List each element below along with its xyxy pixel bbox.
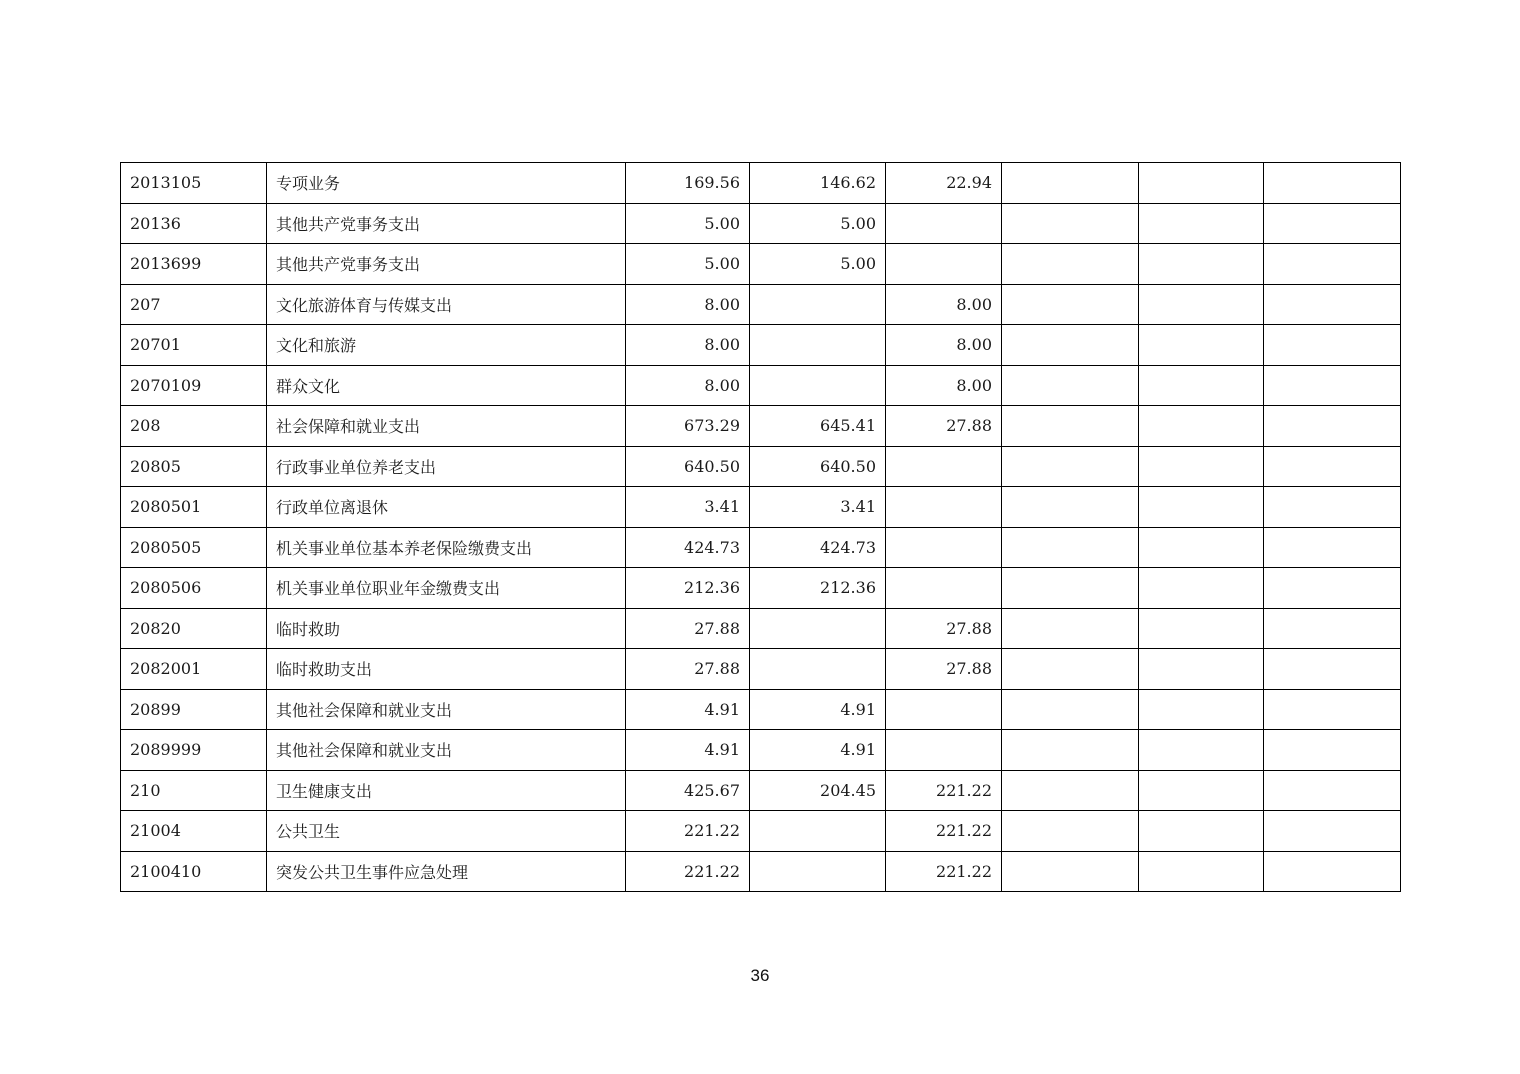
column-8-cell <box>1264 487 1401 528</box>
project-expenditure-cell <box>886 203 1002 244</box>
column-6-cell <box>1002 608 1139 649</box>
basic-expenditure-cell: 4.91 <box>750 689 886 730</box>
project-expenditure-cell <box>886 487 1002 528</box>
basic-expenditure-cell <box>750 811 886 852</box>
column-7-cell <box>1139 730 1264 771</box>
column-7-cell <box>1139 770 1264 811</box>
subject-code-cell: 2100410 <box>121 851 267 892</box>
table-row <box>121 406 1401 447</box>
total-cell: 212.36 <box>626 568 750 609</box>
total-cell: 221.22 <box>626 851 750 892</box>
basic-expenditure-cell <box>750 284 886 325</box>
column-8-cell <box>1264 365 1401 406</box>
subject-name-cell: 卫生健康支出 <box>267 770 626 811</box>
subject-name-cell: 社会保障和就业支出 <box>267 406 626 447</box>
column-8-cell <box>1264 851 1401 892</box>
column-6-cell <box>1002 770 1139 811</box>
subject-name-cell: 其他社会保障和就业支出 <box>267 730 626 771</box>
column-6-cell <box>1002 244 1139 285</box>
total-cell: 27.88 <box>626 608 750 649</box>
project-expenditure-cell <box>886 730 1002 771</box>
subject-code-cell: 20136 <box>121 203 267 244</box>
basic-expenditure-cell <box>750 608 886 649</box>
column-7-cell <box>1139 365 1264 406</box>
subject-code-cell: 210 <box>121 770 267 811</box>
subject-code-cell: 20899 <box>121 689 267 730</box>
subject-code-cell: 2070109 <box>121 365 267 406</box>
subject-name-cell: 群众文化 <box>267 365 626 406</box>
column-8-cell <box>1264 325 1401 366</box>
subject-code-cell: 21004 <box>121 811 267 852</box>
basic-expenditure-cell <box>750 649 886 690</box>
column-7-cell <box>1139 244 1264 285</box>
total-cell: 425.67 <box>626 770 750 811</box>
column-6-cell <box>1002 811 1139 852</box>
column-8-cell <box>1264 163 1401 204</box>
subject-code-cell: 2080506 <box>121 568 267 609</box>
column-6-cell <box>1002 527 1139 568</box>
project-expenditure-cell: 27.88 <box>886 649 1002 690</box>
page-number: 36 <box>750 966 770 985</box>
total-cell: 8.00 <box>626 284 750 325</box>
column-6-cell <box>1002 284 1139 325</box>
column-7-cell <box>1139 446 1264 487</box>
total-cell: 169.56 <box>626 163 750 204</box>
subject-name-cell: 临时救助 <box>267 608 626 649</box>
subject-code-cell: 2080505 <box>121 527 267 568</box>
column-7-cell <box>1139 284 1264 325</box>
column-6-cell <box>1002 406 1139 447</box>
subject-name-cell: 行政事业单位养老支出 <box>267 446 626 487</box>
subject-name-cell: 临时救助支出 <box>267 649 626 690</box>
table-row <box>121 365 1401 406</box>
basic-expenditure-cell <box>750 325 886 366</box>
column-7-cell <box>1139 689 1264 730</box>
subject-code-cell: 2013699 <box>121 244 267 285</box>
subject-name-cell: 机关事业单位职业年金缴费支出 <box>267 568 626 609</box>
total-cell: 4.91 <box>626 689 750 730</box>
column-8-cell <box>1264 811 1401 852</box>
column-8-cell <box>1264 689 1401 730</box>
subject-code-cell: 208 <box>121 406 267 447</box>
table-row <box>121 770 1401 811</box>
subject-name-cell: 文化和旅游 <box>267 325 626 366</box>
column-8-cell <box>1264 730 1401 771</box>
subject-name-cell: 突发公共卫生事件应急处理 <box>267 851 626 892</box>
column-6-cell <box>1002 446 1139 487</box>
table-row <box>121 325 1401 366</box>
total-cell: 27.88 <box>626 649 750 690</box>
table-row <box>121 568 1401 609</box>
column-8-cell <box>1264 284 1401 325</box>
basic-expenditure-cell: 424.73 <box>750 527 886 568</box>
total-cell: 8.00 <box>626 365 750 406</box>
subject-name-cell: 公共卫生 <box>267 811 626 852</box>
column-7-cell <box>1139 527 1264 568</box>
subject-name-cell: 文化旅游体育与传媒支出 <box>267 284 626 325</box>
column-8-cell <box>1264 649 1401 690</box>
column-7-cell <box>1139 406 1264 447</box>
basic-expenditure-cell: 146.62 <box>750 163 886 204</box>
project-expenditure-cell: 8.00 <box>886 284 1002 325</box>
project-expenditure-cell: 27.88 <box>886 406 1002 447</box>
table-row <box>121 649 1401 690</box>
basic-expenditure-cell: 3.41 <box>750 487 886 528</box>
column-6-cell <box>1002 325 1139 366</box>
project-expenditure-cell: 221.22 <box>886 811 1002 852</box>
column-6-cell <box>1002 203 1139 244</box>
column-6-cell <box>1002 568 1139 609</box>
basic-expenditure-cell <box>750 851 886 892</box>
table-row <box>121 527 1401 568</box>
basic-expenditure-cell: 5.00 <box>750 203 886 244</box>
column-7-cell <box>1139 649 1264 690</box>
total-cell: 5.00 <box>626 203 750 244</box>
table-row <box>121 163 1401 204</box>
subject-code-cell: 2089999 <box>121 730 267 771</box>
total-cell: 640.50 <box>626 446 750 487</box>
project-expenditure-cell: 27.88 <box>886 608 1002 649</box>
table-row <box>121 203 1401 244</box>
subject-code-cell: 2013105 <box>121 163 267 204</box>
project-expenditure-cell: 221.22 <box>886 851 1002 892</box>
basic-expenditure-cell: 640.50 <box>750 446 886 487</box>
subject-name-cell: 行政单位离退休 <box>267 487 626 528</box>
project-expenditure-cell <box>886 568 1002 609</box>
table-row <box>121 487 1401 528</box>
basic-expenditure-cell: 212.36 <box>750 568 886 609</box>
table-row <box>121 446 1401 487</box>
subject-code-cell: 2080501 <box>121 487 267 528</box>
total-cell: 4.91 <box>626 730 750 771</box>
table-row <box>121 284 1401 325</box>
column-8-cell <box>1264 770 1401 811</box>
column-6-cell <box>1002 163 1139 204</box>
column-7-cell <box>1139 568 1264 609</box>
basic-expenditure-cell: 645.41 <box>750 406 886 447</box>
subject-name-cell: 其他共产党事务支出 <box>267 203 626 244</box>
column-7-cell <box>1139 811 1264 852</box>
subject-code-cell: 20701 <box>121 325 267 366</box>
total-cell: 424.73 <box>626 527 750 568</box>
subject-name-cell: 专项业务 <box>267 163 626 204</box>
table-row <box>121 608 1401 649</box>
table-row <box>121 689 1401 730</box>
column-6-cell <box>1002 487 1139 528</box>
budget-expenditure-table <box>120 162 1401 892</box>
project-expenditure-cell: 221.22 <box>886 770 1002 811</box>
project-expenditure-cell: 8.00 <box>886 365 1002 406</box>
table-row <box>121 244 1401 285</box>
column-8-cell <box>1264 244 1401 285</box>
subject-name-cell: 其他社会保障和就业支出 <box>267 689 626 730</box>
project-expenditure-cell <box>886 244 1002 285</box>
subject-name-cell: 机关事业单位基本养老保险缴费支出 <box>267 527 626 568</box>
column-6-cell <box>1002 649 1139 690</box>
basic-expenditure-cell: 5.00 <box>750 244 886 285</box>
column-7-cell <box>1139 851 1264 892</box>
column-8-cell <box>1264 568 1401 609</box>
basic-expenditure-cell: 204.45 <box>750 770 886 811</box>
column-7-cell <box>1139 203 1264 244</box>
column-6-cell <box>1002 365 1139 406</box>
basic-expenditure-cell <box>750 365 886 406</box>
subject-name-cell: 其他共产党事务支出 <box>267 244 626 285</box>
column-6-cell <box>1002 851 1139 892</box>
subject-code-cell: 2082001 <box>121 649 267 690</box>
column-6-cell <box>1002 689 1139 730</box>
project-expenditure-cell <box>886 527 1002 568</box>
basic-expenditure-cell: 4.91 <box>750 730 886 771</box>
total-cell: 5.00 <box>626 244 750 285</box>
project-expenditure-cell <box>886 446 1002 487</box>
column-8-cell <box>1264 203 1401 244</box>
column-8-cell <box>1264 608 1401 649</box>
total-cell: 3.41 <box>626 487 750 528</box>
subject-code-cell: 20805 <box>121 446 267 487</box>
project-expenditure-cell <box>886 689 1002 730</box>
subject-code-cell: 207 <box>121 284 267 325</box>
project-expenditure-cell: 22.94 <box>886 163 1002 204</box>
total-cell: 673.29 <box>626 406 750 447</box>
column-8-cell <box>1264 406 1401 447</box>
column-7-cell <box>1139 163 1264 204</box>
column-7-cell <box>1139 608 1264 649</box>
subject-code-cell: 20820 <box>121 608 267 649</box>
total-cell: 221.22 <box>626 811 750 852</box>
table-body <box>121 163 1401 892</box>
column-6-cell <box>1002 730 1139 771</box>
column-8-cell <box>1264 527 1401 568</box>
column-7-cell <box>1139 325 1264 366</box>
column-7-cell <box>1139 487 1264 528</box>
table-row <box>121 730 1401 771</box>
table-row <box>121 851 1401 892</box>
project-expenditure-cell: 8.00 <box>886 325 1002 366</box>
table-row <box>121 811 1401 852</box>
column-8-cell <box>1264 446 1401 487</box>
total-cell: 8.00 <box>626 325 750 366</box>
